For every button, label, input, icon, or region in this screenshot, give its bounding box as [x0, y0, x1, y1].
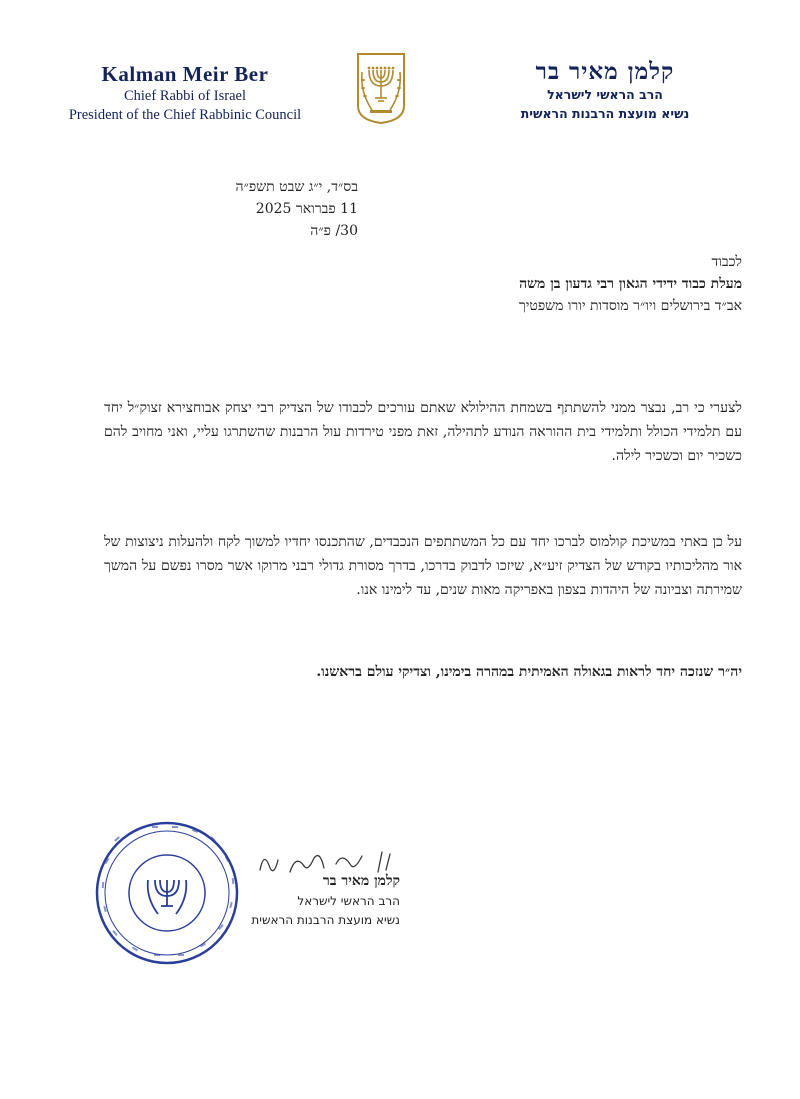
closing-blessing: יה״ר שנזכה יחד לראות בגאולה האמיתית במהרה בימינו, וצדיקי עולם בראשנו. [316, 664, 742, 680]
signatory-title: הרב הראשי לישראל [297, 894, 400, 908]
letterhead-position-en: President of the Chief Rabbinic Council [68, 107, 302, 123]
letterhead-name-en: Kalman Meir Ber [101, 62, 269, 86]
letterhead-hebrew [470, 58, 740, 123]
reference-number: 30/ פ״ה [310, 223, 358, 239]
letterhead-english [60, 62, 310, 125]
recipient-role: אב״ד בירושלים ויו״ר מוסדות יורו משפטיך [518, 298, 742, 314]
recipient-name: מעלת כבוד ידידי הגאון רבי גדעון בן משה [519, 276, 742, 292]
signatory-name: קלמן מאיר בר [322, 873, 400, 889]
state-emblem-menorah-icon [354, 52, 408, 124]
official-stamp-icon [92, 818, 242, 968]
gregorian-date: 11 פברואר 2025 [255, 201, 358, 217]
letterhead-title-he: הרב הראשי לישראל [547, 87, 663, 102]
hebrew-date: בס״ד, י״ג שבט תשפ״ה [235, 179, 358, 195]
body-paragraph-1: לצערי כי רב, נבצר ממני להשתתף בשמחת ההילולא שאתם עורכים לכבודו של הצדיק רבי יצחק אבוחצירא זצוק״ל יחד עם תלמידי הכולל ותלמידי בית ההוראה הנודע לתהילה, זאת מפני טירדות עול הרבנות שהשתרגו עליי, ואני מחויב להם כשכיר יום וכשכיר לילה. [104, 400, 742, 464]
letterhead-name-he: קלמן מאיר בר [535, 58, 675, 85]
letterhead-title-en: Chief Rabbi of Israel [123, 88, 246, 104]
signatory-position: נשיא מועצת הרבנות הראשית [251, 913, 400, 927]
signature-block [240, 870, 400, 930]
salutation: לכבוד [711, 254, 742, 270]
dateline [118, 176, 358, 242]
letterhead-position-he: נשיא מועצת הרבנות הראשית [520, 106, 690, 121]
body-paragraph-2: על כן באתי במשיכת קולמוס לברכו יחד עם כל המשתתפים הנכבדים, שהתכנסו יחדיו למשוך לקח ולהעלות ניצוצות של אור מהליכותיו בקודש של הצדיק זיע״א, שיזכו לדבוק בדרכו, בדרך מסורת גדולי רבני מרוקו אשר מסרו נפשם על המשך שמירתה וצביונה של היהדות בצפון באפריקה מאות שנים, עד לימינו אנו. [104, 534, 742, 598]
addressee-block [242, 251, 742, 317]
